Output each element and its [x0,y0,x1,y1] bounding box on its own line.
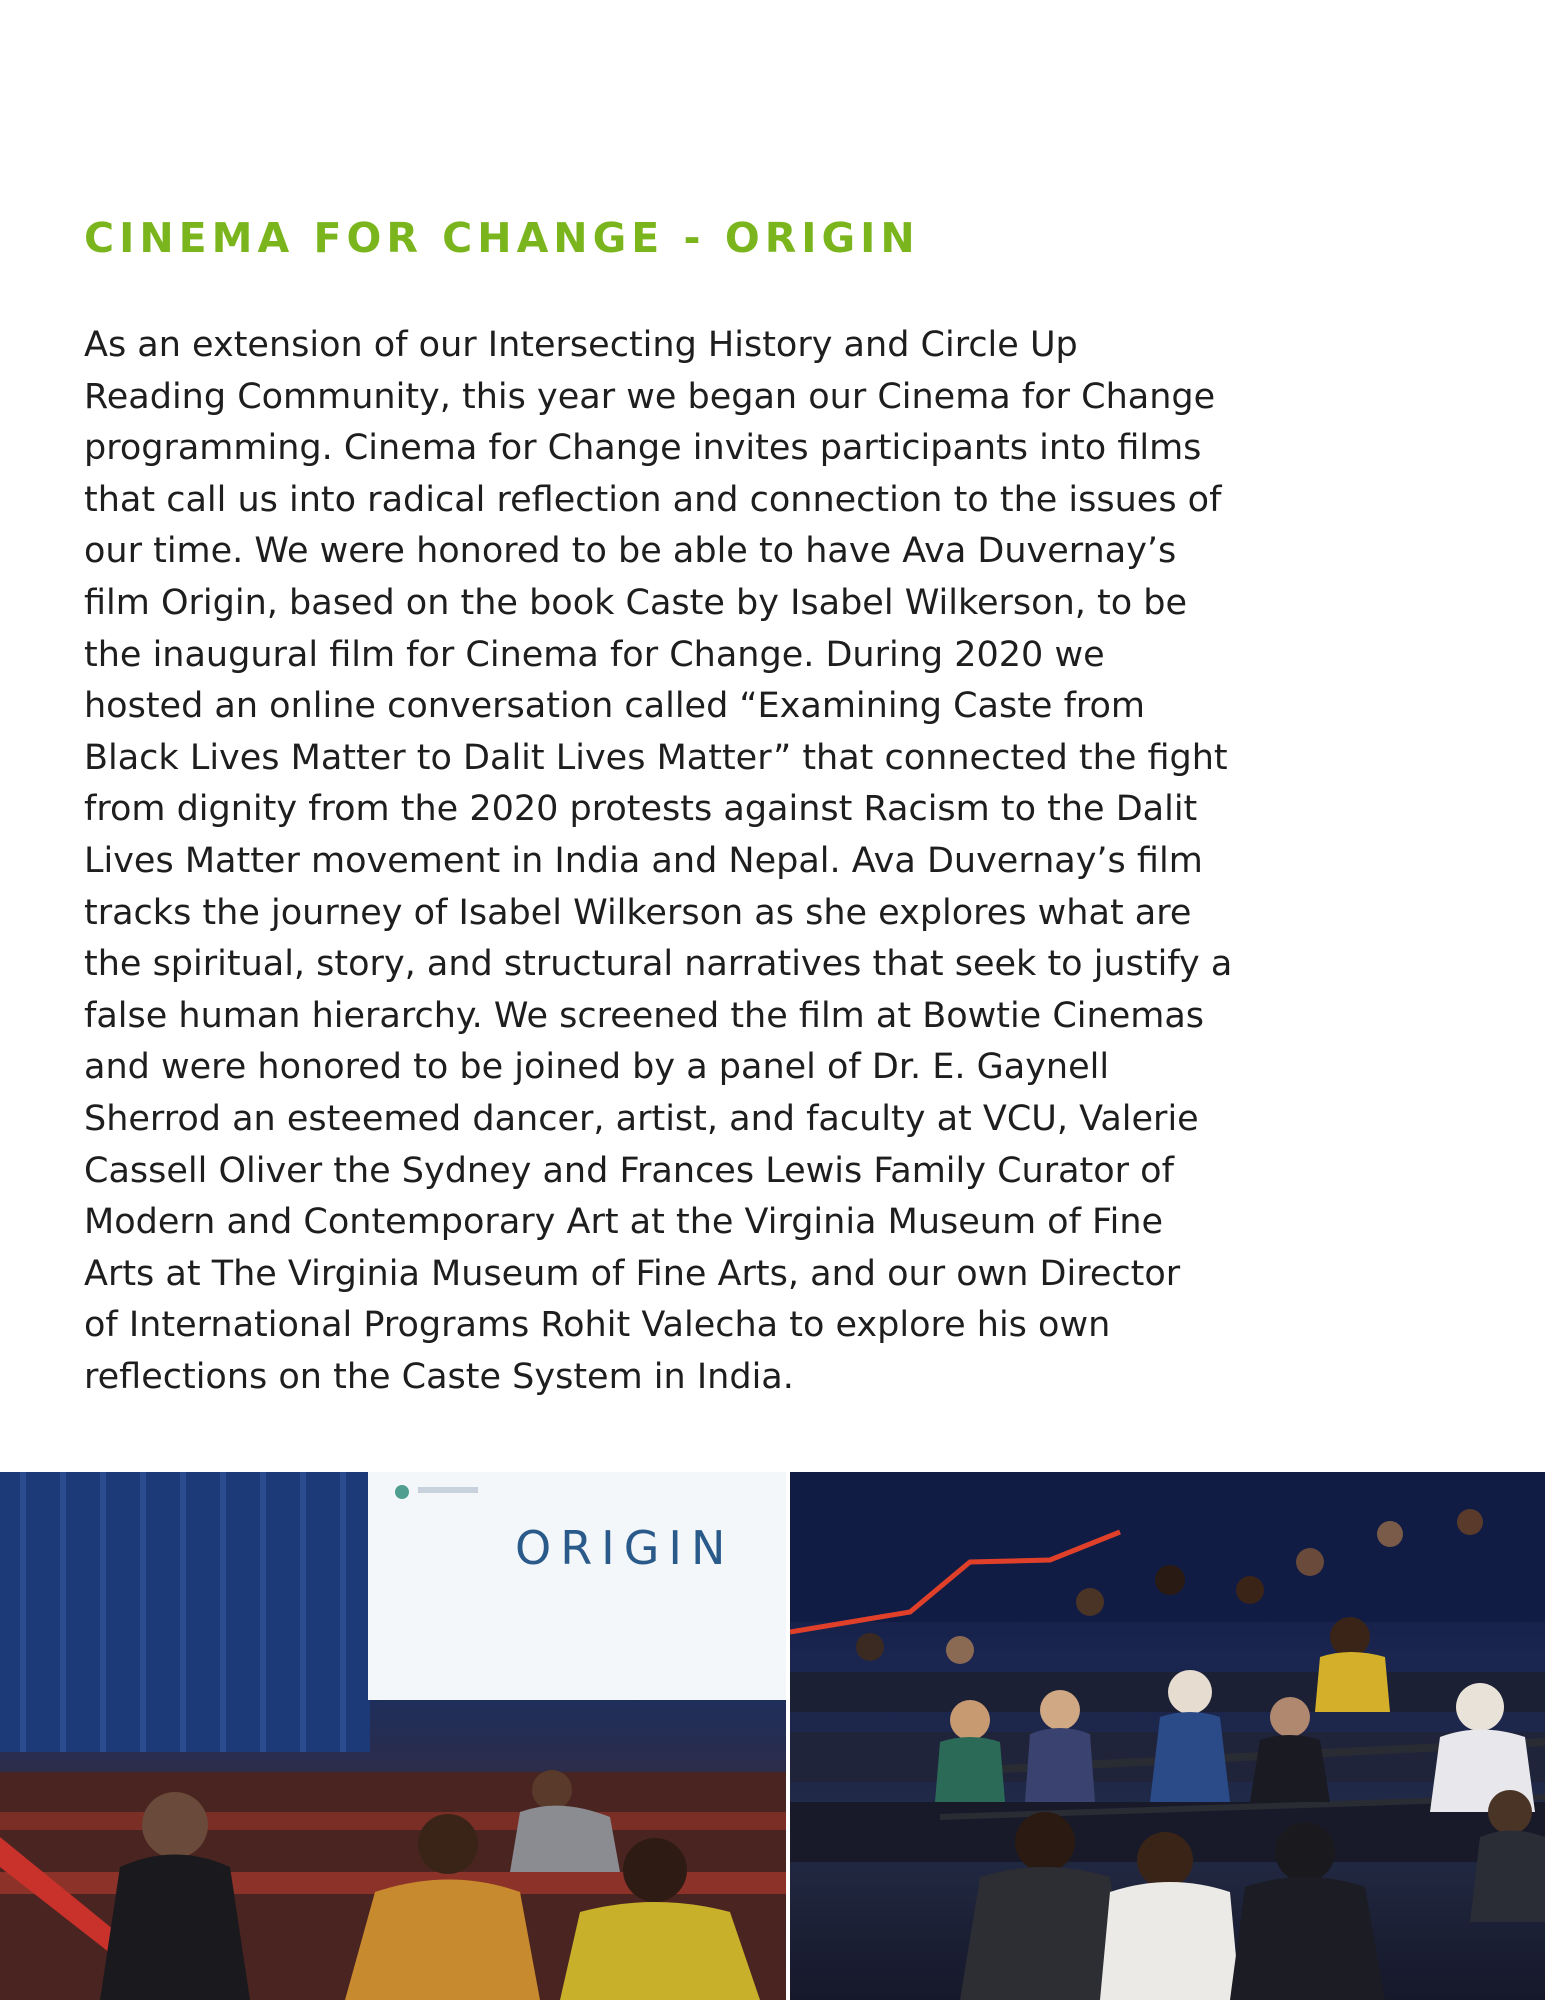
body-line: Modern and Contemporary Art at the Virginia Museum of Fine [84,1202,1164,1243]
body-line: hosted an online conversation called “Examining Caste from [84,686,1146,727]
body-line: that call us into radical reflection and connection to the issues of [84,479,1222,520]
body-line: false human hierarchy. We screened the film at Bowtie Cinemas [84,995,1204,1036]
audience-row-middle [935,1617,1535,1812]
body-line: of International Programs Rohit Valecha to explore his own [84,1305,1111,1346]
body-line: Lives Matter movement in India and Nepal. Ava Duvernay’s film [84,840,1203,881]
body-line: Cassell Oliver the Sydney and Frances Lewis Family Curator of [84,1150,1174,1191]
body-line: Reading Community, this year we began our Cinema for Change [84,376,1216,417]
body-line: our time. We were honored to be able to have Ava Duvernay’s [84,531,1177,572]
projection-screen [368,1472,786,1700]
body-line: programming. Cinema for Change invites participants into films [84,428,1202,469]
audience-photo-illustration [790,1472,1545,2000]
body-line: reflections on the Caste System in India. [84,1356,794,1397]
body-line: As an extension of our Intersecting History and Circle Up [84,325,1078,365]
page-title: CINEMA FOR CHANGE - ORIGIN [84,214,920,262]
screen-title: ORIGIN [515,1521,735,1575]
body-line: and were honored to be joined by a panel of Dr. E. Gaynell [84,1047,1110,1088]
body-paragraph [84,320,1334,1403]
body-line: film Origin, based on the book Caste by Isabel Wilkerson, to be [84,582,1188,623]
body-line: Black Lives Matter to Dalit Lives Matter” that connected the fight [84,737,1228,778]
body-line: from dignity from the 2020 protests against Racism to the Dalit [84,789,1198,830]
body-line: Sherrod an esteemed dancer, artist, and faculty at VCU, Valerie [84,1098,1199,1139]
body-line: tracks the journey of Isabel Wilkerson as she explores what are [84,892,1192,933]
audience-photo [790,1472,1545,2000]
body-line: the inaugural film for Cinema for Change. During 2020 we [84,634,1105,675]
panel-photo [0,1472,786,2000]
panel-photo-illustration [0,1472,786,2000]
body-line: the spiritual, story, and structural narratives that seek to justify a [84,944,1233,985]
curtain [0,1472,370,1752]
body-line: Arts at The Virginia Museum of Fine Arts, and our own Director [84,1253,1181,1294]
screen-logo-icon [395,1485,409,1499]
